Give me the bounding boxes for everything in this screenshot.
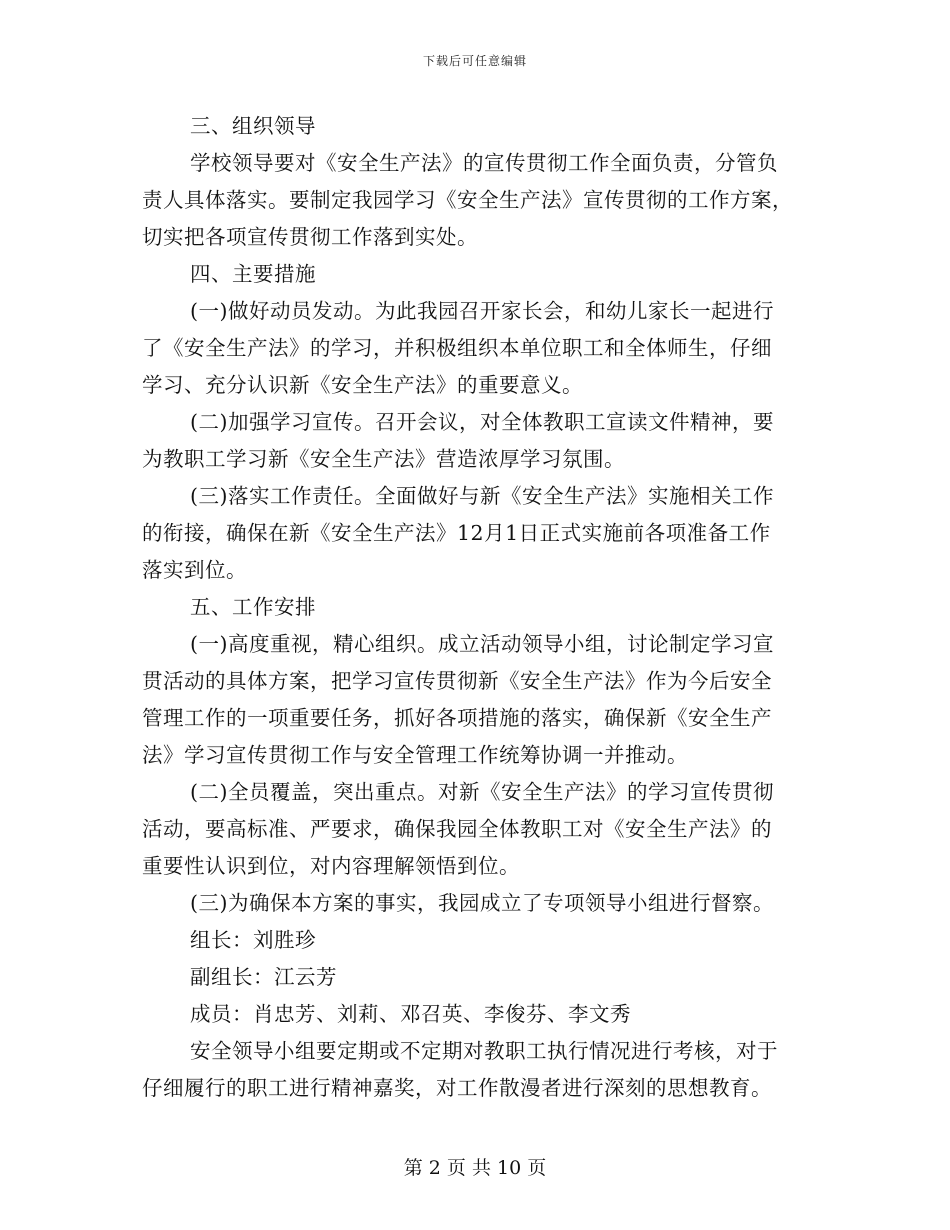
body-line: (二)加强学习宣传。召开会议，对全体教职工宣读文件精神，要 bbox=[190, 410, 774, 434]
body-line: 责人具体落实。要制定我园学习《安全生产法》宣传贯彻的工作方案， bbox=[142, 188, 793, 212]
body-line: 为教职工学习新《安全生产法》营造浓厚学习氛围。 bbox=[142, 447, 625, 471]
body-line: 贯活动的具体方案，把学习宣传贯彻新《安全生产法》作为今后安全 bbox=[142, 669, 772, 693]
body-line: 学习、充分认识新《安全生产法》的重要意义。 bbox=[142, 373, 583, 397]
team-members-line: 成员：肖忠芳、刘莉、邓召英、李俊芬、李文秀 bbox=[190, 1002, 631, 1026]
body-line: (一)高度重视，精心组织。成立活动领导小组，讨论制定学习宣 bbox=[190, 632, 774, 656]
body-line: (一)做好动员发动。为此我园召开家长会，和幼儿家长一起进行 bbox=[190, 299, 774, 323]
body-line: 的衔接，确保在新《安全生产法》12月1日正式实施前各项准备工作 bbox=[142, 521, 771, 545]
section-heading: 四、主要措施 bbox=[190, 262, 316, 286]
section-heading: 三、组织领导 bbox=[190, 114, 316, 138]
page-header: 下载后可任意编辑 bbox=[422, 54, 527, 68]
body-line: (三)为确保本方案的事实，我园成立了专项领导小组进行督察。 bbox=[190, 891, 774, 915]
body-line: 了《安全生产法》的学习，并积极组织本单位职工和全体师生，仔细 bbox=[142, 336, 772, 360]
body-line: 法》学习宣传贯彻工作与安全管理工作统筹协调一并推动。 bbox=[142, 743, 688, 767]
body-line: 切实把各项宣传贯彻工作落到实处。 bbox=[142, 225, 478, 249]
body-line: 重要性认识到位，对内容理解领悟到位。 bbox=[142, 854, 520, 878]
document-body bbox=[142, 108, 814, 1107]
body-line: (三)落实工作责任。全面做好与新《安全生产法》实施相关工作 bbox=[190, 484, 774, 508]
body-line: 活动，要高标准、严要求，确保我园全体教职工对《安全生产法》的 bbox=[142, 817, 772, 841]
body-line: (二)全员覆盖，突出重点。对新《安全生产法》的学习宣传贯彻 bbox=[190, 780, 774, 804]
page-number-footer: 第 2 页 共 10 页 bbox=[403, 1157, 547, 1179]
body-line: 安全领导小组要定期或不定期对教职工执行情况进行考核，对于 bbox=[190, 1039, 778, 1063]
body-line: 落实到位。 bbox=[142, 558, 247, 582]
body-line: 管理工作的一项重要任务，抓好各项措施的落实，确保新《安全生产 bbox=[142, 706, 772, 730]
section-heading: 五、工作安排 bbox=[190, 595, 316, 619]
team-deputy-line: 副组长：江云芳 bbox=[190, 965, 337, 989]
body-line: 学校领导要对《安全生产法》的宣传贯彻工作全面负责，分管负 bbox=[190, 151, 778, 175]
team-leader-line: 组长：刘胜珍 bbox=[190, 928, 316, 952]
body-line: 仔细履行的职工进行精神嘉奖，对工作散漫者进行深刻的思想教育。 bbox=[142, 1076, 772, 1100]
